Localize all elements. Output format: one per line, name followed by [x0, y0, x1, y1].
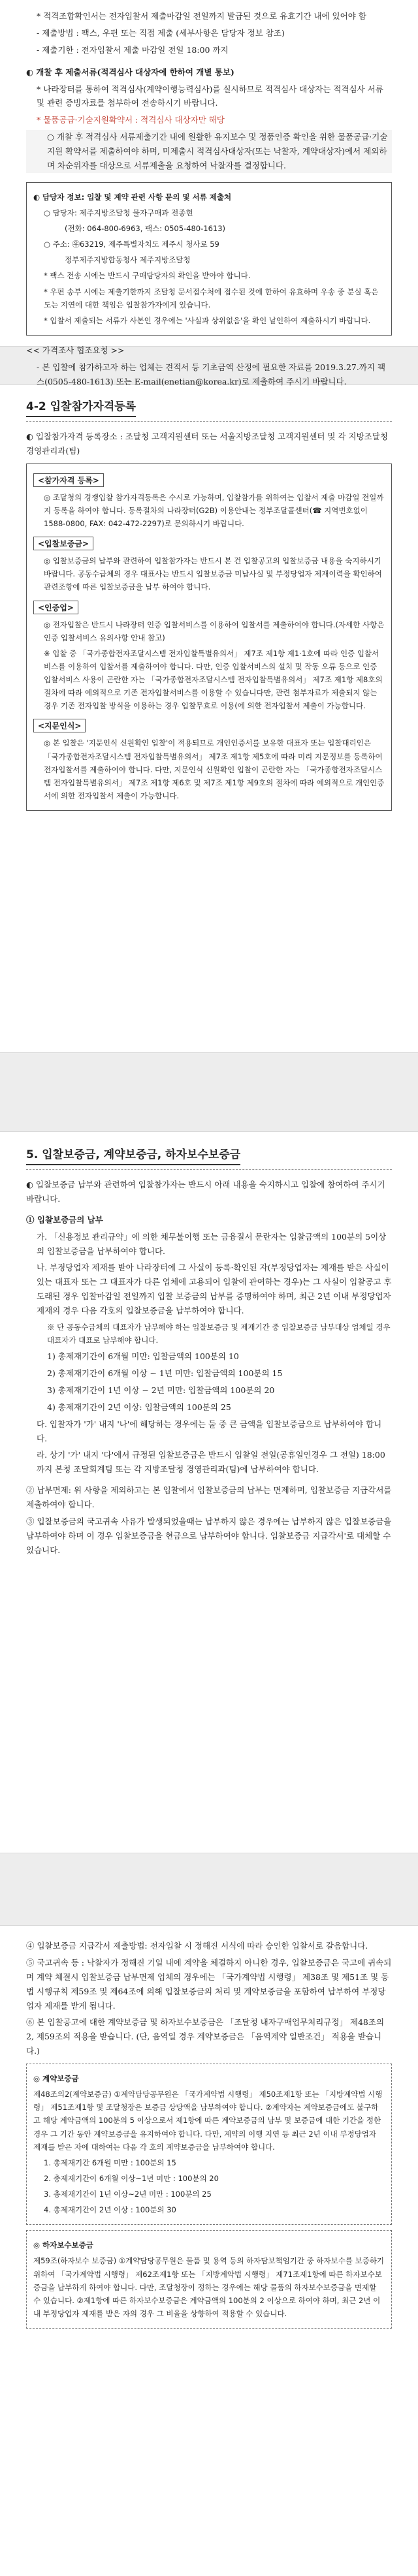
submission-deadline: - 제출기한 : 전자입찰서 제출 마감일 전일 18:00 까지 — [37, 44, 229, 55]
certification-rule: ◎ 전자입찰은 반드시 나라장터 인증 입찰서비스를 이용하여 입찰서를 제출하여야 합니다.(자세한 사항은 인증 입찰서비스 유의사항 안내 참고) — [44, 620, 385, 642]
guarantees-intro: ◐ 입찰보증금 납부와 관련하여 입찰참가자는 반드시 아래 내용을 숙지하시고 입찰에 참여하여 주시기 바랍니다. — [26, 1180, 385, 1204]
contact-person: ○ 담당자: 제주지방조달청 물자구매과 전종현 — [44, 208, 193, 217]
section-guarantees — [0, 1132, 418, 1853]
guarantees-title: 5. 입찰보증금, 계약보증금, 하자보수보증금 — [26, 1141, 240, 1165]
contact-note-fax: * 팩스 전송 시에는 반드시 구매담당자의 확인을 받아야 합니다. — [44, 271, 251, 281]
section-divider — [0, 1052, 418, 1132]
clause-note: ※ 단 공동수급체의 대표자가 납부해야 하는 입찰보증금 및 제재기간 중 입찰보증금 납부대상 업체일 경우 대표자가 대표로 납부해야 합니다. — [47, 1322, 391, 1345]
label-certification: <인증업> — [33, 601, 78, 614]
sanction-item-2: 2) 총제재기간이 6개월 이상 ~ 1년 미만: 입찰금액의 100분의 15 — [47, 1368, 283, 1378]
bid-bond-rule: ◎ 입찰보증금의 납부와 관련하여 입찰참가자는 반드시 본 건 입찰공고의 입찰보증금 내용을 숙지하시기 바랍니다. 공동수급체의 경우 대표사는 반드시 입찰보증금 미납사실 및 부정당업자 제재이력을 확인하여 관련조항에 따른 입찰보증금을 납부 하여야 합니다. — [44, 556, 382, 592]
divider — [26, 1169, 392, 1170]
clause-na: 나. 부정당업자 제재를 받아 나라장터에 그 사실이 등록·확인된 자(부정당업자는 제재를 받은 사실이 있는 대표자 또는 그 대표자가 다른 업체에 고용되어 입찰에 관여하는 경우)는 그 사실이 입찰공고 후 도래된 경우 입찰마감일 전일까지 입찰 보증금의 납부를 증명하여야 하며, 최근 2년 이내 부정당업자 제재의 경우 다음 각호의 입찰보증금을 납부하여야 합니다. — [37, 1263, 392, 1315]
sanction-item-4: 4) 총제재기간이 2년 이상: 입찰금액의 100분의 25 — [47, 1402, 231, 1412]
contact-phone-fax: (전화: 064-800-6963, 팩스: 0505-480-1613) — [65, 224, 226, 233]
forfeiture-clause: ③ 입찰보증금의 국고귀속 사유가 발생되었을때는 납부하지 않은 경우에는 납부하지 않은 입찰보증금을 납부하여야 하며 이 경우 입찰보증금을 현금으로 납부하여야 합니다. 입찰보증금 지급각서'로 대체할 수 있습니다. — [26, 1516, 392, 1555]
clause-ga: 가. 「신용정보 관리규약」에 의한 채무불이행 또는 금융질서 문란자는 입찰금액의 100분의 5이상의 입찰보증금을 납부하여야 합니다. — [37, 1231, 387, 1256]
warranty-bond-text: 제59조(하자보수 보증금) ①계약담당공무원은 물품 및 용역 등의 하자담보책임기간 중 하자보수를 보증하기 위하여 「국가계약법 시행령」 제62조제1항 또는 「지방계약법 시행령」 제71조제1항에 따른 하자보수보증금을 납부하게 하여야 합니다. 다만, 조달청장이 정하는 경우에는 해당 물품의 하자보수보증금을 면제할 수 있습니다. ②제1항에 따른 하자보수보증금은 계약금액의 100분의 2 이상으로 하여야 하며, 최근 2년 이내 부정당업자 제재를 받은 자의 경우 그 비율을 상향하여 적용할 수 있습니다. — [33, 2256, 385, 2318]
contract-bond-item-1: 1. 총제재기간 6개월 미만 : 100분의 15 — [44, 2158, 176, 2167]
label-bid-bond: <입찰보증금> — [33, 537, 93, 550]
contact-address-2: 정부제주지방합동청사 제주지방조달청 — [65, 255, 191, 265]
section-contract-bonds — [0, 1926, 418, 2576]
clause-ra: 라. 상기 '가' 내지 '다'에서 규정된 입찰보증금은 반드시 입찰일 전일(공휴일인경우 그 전일) 18:00까지 본청 조달회계팀 또는 각 지방조달청 경영관리과(팀)에 납부하여야 합니다. — [37, 1450, 385, 1475]
pricing-request-text: - 본 입찰에 참가하고자 하는 업체는 견적서 등 기초금액 산정에 필요한 자료를 2019.3.27.까지 팩스(0505-480-1613) 또는 E-mail(enetian@korea.kr)로 제출하여 주시기 바랍니다. — [37, 362, 386, 386]
contact-note-mail: * 우편 송부 시에는 제출기한까지 조달청 문서접수처에 접수된 것에 한하여 유효하며 우송 중 분실 혹은 도는 지연에 대한 책임은 입찰참가자에게 있습니다. — [44, 287, 379, 309]
contact-address: ○ 주소: ㉾63219, 제주특별자치도 제주시 청사로 59 — [44, 240, 219, 249]
contact-note-copy: * 입찰서 제출되는 서류가 사본인 경우에는 '사실과 상위없음'을 확인 날인하여 제출하시기 바랍니다. — [44, 315, 371, 325]
contact-box — [26, 182, 392, 336]
post-opening-note-1: * 나라장터를 통하여 적격심사(계약이행능력심사)를 실시하므로 적격심사 대상자는 적격심사 서류 및 관련 증빙자료를 첨부하여 전송하시기 바랍니다. — [37, 84, 383, 108]
contract-bond-box — [26, 2064, 392, 2225]
clause-6: ⑥ 본 입찰공고에 대한 계약보증금 및 하자보수보증금은 「조달청 내자구매업무처리규정」 제48조의 2, 제59조의 적용을 받습니다. (단, 음역일 경우 계약보증금은 「음역계약 일반조건」 적용을 받습니다.) — [26, 2017, 385, 2056]
label-fingerprint: <지문인식> — [33, 719, 86, 732]
warranty-bond-box — [26, 2230, 392, 2329]
contract-bond-item-3: 3. 총제재기간이 1년 이상~2년 미만 : 100분의 25 — [44, 2190, 212, 2199]
clause-5: ⑤ 국고귀속 등 : 낙찰자가 정해진 기일 내에 계약을 체결하지 아니한 경우, 입찰보증금은 국고에 귀속되며 계약 체결시 입찰보증금 납부면제 업체의 경우에는 「국가계약법 시행령」 제38조 및 제51조 및 동법 시행규칙 제59조 및 제64조에 의해 입찰보증금의 처리 및 계약보증금을 포함하여 납부하여 부정당업자 제재를 받게 됩니다. — [26, 1957, 392, 2011]
registration-rule: ◎ 조달청의 경쟁입찰 참가자격등록은 수시로 가능하며, 입찰참가를 위하여는 입찰서 제출 마감일 전일까지 등록을 하여야 합니다. 등록절차의 나라장터(G2B) 이용안내는 정부조달콜센터(☎ 지역번호없이 1588-0800, FAX: 042-472-2297)로 문의하시기 바랍니다. — [44, 492, 384, 528]
contract-bond-item-2: 2. 총제재기간이 6개월 이상~1년 미만 : 100분의 20 — [44, 2173, 219, 2183]
warranty-bond-title: ◎ 하자보수보증금 — [33, 2240, 93, 2250]
post-opening-note-2: * 물품공급·기술지원확약서 : 적격심사 대상자만 해당 — [37, 115, 225, 125]
section-registration — [0, 385, 418, 1052]
certification-note: ※ 입찰 중 「국가종합전자조달시스템 전자입찰특별유의서」 제7조 제1항 제1·1호에 따라 인증 입찰서비스를 이용하여 입찰서를 제출하여야 합니다. 다만, 인증 입찰서비스의 설치 및 작동 오류 등으로 인증 입찰서비스 사용이 곤란한 자는 「국가종합전자조달시스템 전자입찰특별유의서」 제7조 제1항 제8호의 절차에 따라 예외적으로 기존 전자입찰서비스를 이용할 수 있습니다만, 관련 첨부자료가 제출되지 않는 경우 기존 전자입찰 방식을 이용하는 경우 입찰무효로 이용(에 의한 전자입찰서 제출이 가능합니다. — [44, 648, 383, 711]
fingerprint-rule: ◎ 본 입찰은 '지문인식 신원확인 입찰'이 적용되므로 개인인증서를 보유한 대표자 또는 입찰대리인은 「국가종합전자조달시스템 전자입찰특별유의서」 제7조 제1항 제5호에 따라 미리 지문정보를 등록하여 전자입찰서를 제출하여야 합니다. 다만, 지문인식 신원확인 입찰이 곤란한 자는 「국가종합전자조달시스템 전자입찰특별유의서」 제7조 제1항 제6호 및 제7조 제1항 제9호의 절차에 따라 예외적으로 개인인증서에 의한 전자입찰서 제출이 가능합니다. — [44, 738, 385, 800]
divider — [26, 421, 392, 422]
clause-4: ④ 입찰보증금 지급각서 제출방법: 전자입찰 시 정해진 서식에 따라 승인한 입찰서로 갈음합니다. — [26, 1941, 368, 1951]
clause-da: 다. 입찰자가 '가' 내지 '나'에 해당하는 경우에는 둘 중 큰 금액을 입찰보증금으로 납부하여야 합니다. — [37, 1419, 382, 1443]
post-opening-note-3: ○ 개찰 후 적격심사 서류제출기간 내에 원활한 유지보수 및 정품인증 확인을 위한 물품공급·기술지원 확약서를 제출하여야 하며, 미제출시 적격심사대상자(또는 낙찰자, 계약대상자)에서 제외하며 차순위자를 대상으로 서류제출을 요청하여 낙찰자를 결정합니다. — [26, 130, 392, 173]
pricing-request-title: << 가격조사 협조요청 >> — [26, 345, 125, 355]
registration-intro: ◐ 입찰참가자격 등록장소 : 조달청 고객지원센터 또는 서울지방조달청 고객지원센터 및 각 지방조달청 경영관리과(팀) — [26, 432, 388, 456]
sanction-item-3: 3) 총제재기간이 1년 이상 ~ 2년 미만: 입찰금액의 100분의 20 — [47, 1385, 275, 1395]
post-opening-title: ◐ 개찰 후 제출서류(적격심사 대상자에 한하여 개별 통보) — [26, 67, 234, 77]
exemption-clause: ② 납부면제: 위 사항을 제외하고는 본 입찰에서 입찰보증금의 납부는 면제하며, 입찰보증금 지급각서를 제출하여야 합니다. — [26, 1485, 392, 1509]
contract-bond-text: 제48조의2(계약보증금) ①계약담당공무원은 「국가계약법 시행령」 제50조제1항 또는 「지방계약법 시행령」 제51조제1항 및 조달청장은 보증금 상당액을 납부하여야 합니다. ②계약자는 계약보증금에도 불구하고 해당 계약금액의 100분의 5 이상으로서 제1항에 따른 계약보증금의 납부 및 보증금에 대한 기간을 정한 경우 그 기간 동안 계약보증금을 유지하여야 합니다. 다만, 계약의 이행 지연 등 최근 2년 이내 부정당업자 제재를 받은 자에 대하여는 다음 각 호의 계약보증금을 납부하여야 합니다. — [33, 2090, 383, 2152]
section-bid-documents — [0, 0, 418, 386]
label-registration: <참가자격 등록> — [33, 473, 104, 487]
contract-bond-item-4: 4. 총제재기간이 2년 이상 : 100분의 30 — [44, 2205, 176, 2215]
section-divider — [0, 1853, 418, 1926]
submission-method: - 제출방법 : 팩스, 우편 또는 직접 제출 (세부사항은 담당자 정보 참조) — [37, 27, 285, 38]
contract-bond-title: ◎ 계약보증금 — [33, 2074, 79, 2083]
sanction-item-1: 1) 총제재기간이 6개월 미만: 입찰금액의 100분의 10 — [47, 1351, 239, 1362]
bid-bond-payment-heading: ① 입찰보증금의 납부 — [26, 1214, 103, 1225]
contact-heading: ◐ 담당자 정보: 입찰 및 계약 관련 사항 문의 및 서류 제출처 — [33, 192, 232, 202]
valid-period-note: * 적격조합확인서는 전자입찰서 제출마감일 전일까지 발급된 것으로 유효기간 내에 있어야 함 — [37, 11, 366, 21]
registration-title: 4-2 입찰참가자격등록 — [26, 393, 136, 417]
registration-box — [26, 463, 392, 811]
